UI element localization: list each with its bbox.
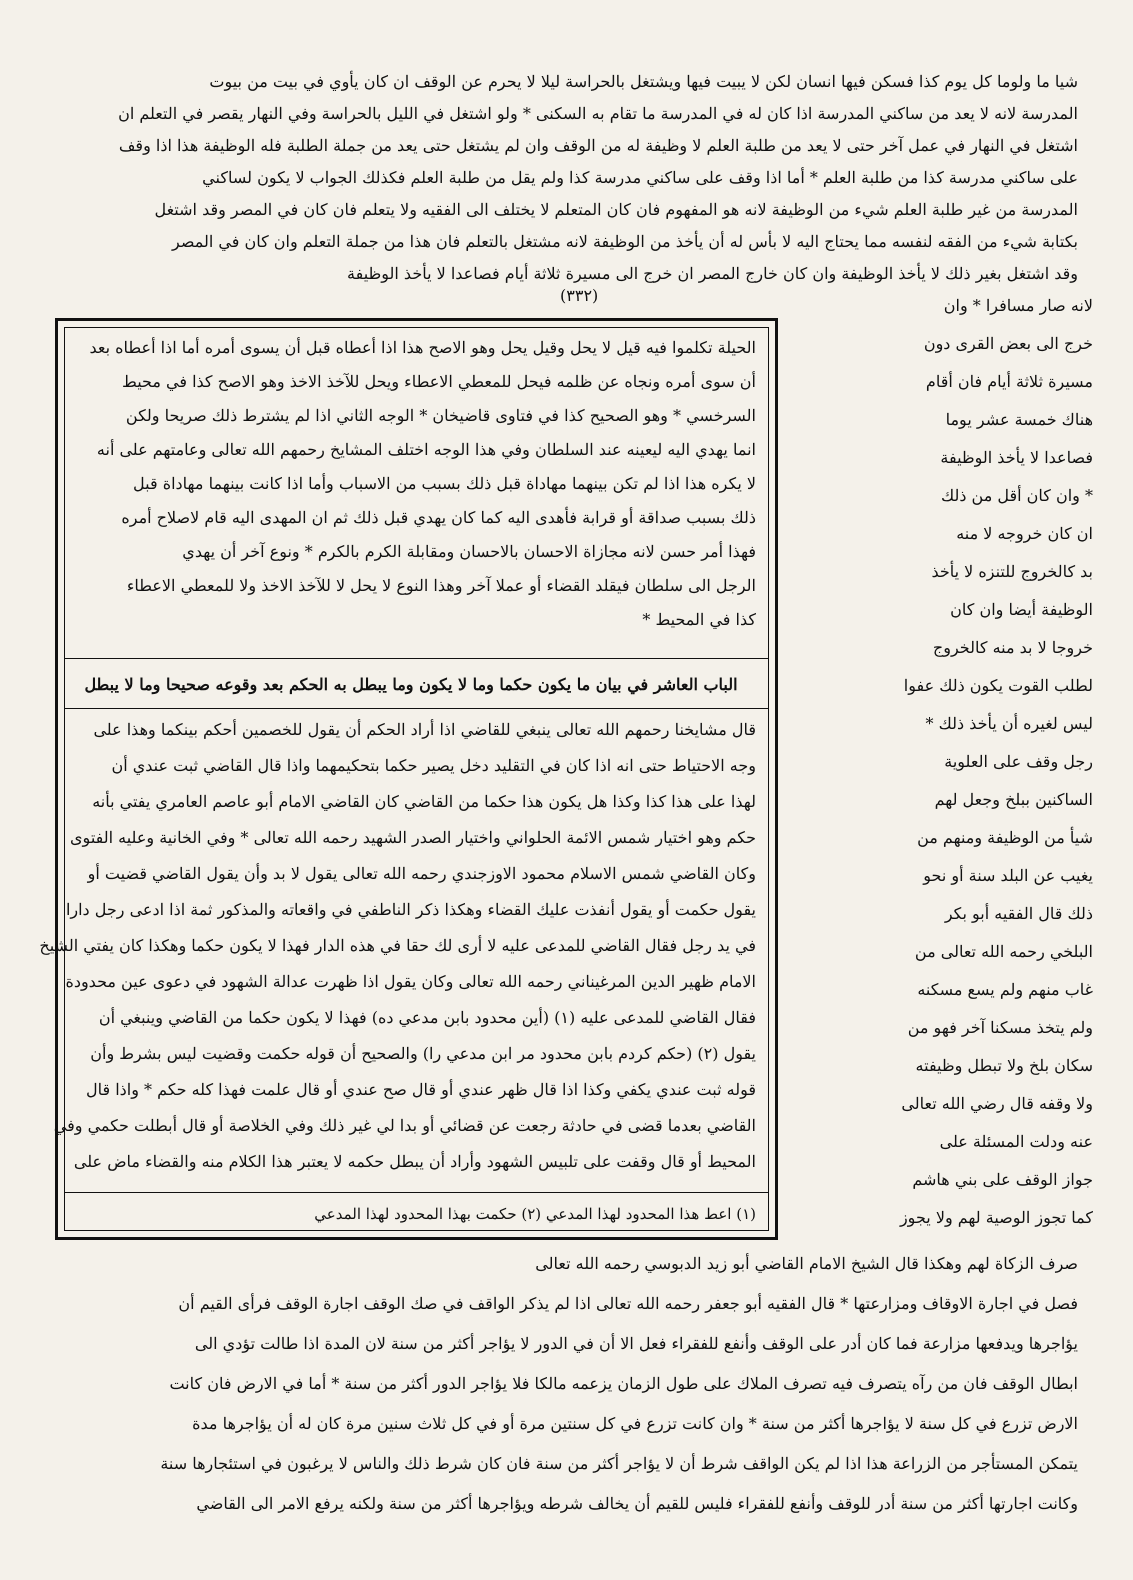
margin-line: ليس لغيره أن يأخذ ذلك *	[925, 714, 1093, 733]
chapter-line: يقول (٢) (حكم كردم بابن محدود مر ابن مدعي را) والصحيح أن قوله حكمت وقضيت ليس بشرط وأن	[90, 1044, 756, 1063]
divider	[65, 708, 768, 709]
chapter-line: قوله ثبت عندي يكفي وكذا اذا قال ظهر عندي أو قال صح عندي أو قال علمت فهذا كله حكم * واذا قال	[85, 1080, 756, 1099]
top-line-6: بكتابة شيء من الفقه لنفسه مما يحتاج اليه لا بأس له أن يأخذ من الوظيفة لانه مشتغل بالتعلم فان هذا من جملة التعلم وان كان في المصر	[172, 232, 1078, 251]
margin-line: سكان بلخ ولا تبطل وظيفته	[915, 1056, 1093, 1075]
margin-line: مسيرة ثلاثة أيام فان أقام	[925, 372, 1093, 391]
chapter-line: لهذا على هذا كذا وكذا هل يكون هذا حكما من القاضي كان القاضي الامام أبو عاصم العامري يفتي بأنه	[92, 792, 756, 811]
page-number: (٣٣٢)	[560, 286, 599, 305]
margin-line: ان كان خروجه لا منه	[956, 524, 1093, 543]
chapter-line: المحيط أو قال وقفت على تلبيس الشهود وأراد أن يبطل حكمه لا يعتبر هذا الكلام منه والقضاء ماض على	[73, 1152, 756, 1171]
margin-line: عنه ودلت المسئلة على	[939, 1132, 1093, 1151]
margin-line: خرج الى بعض القرى دون	[923, 334, 1093, 353]
chapter-line: وكان القاضي شمس الاسلام محمود الاوزجندي رحمه الله تعالى يقول لا بد وأن يقول القاضي قضيت أو	[87, 864, 756, 883]
margin-line: البلخي رحمه الله تعالى من	[914, 942, 1093, 961]
chapter-line: القاضي بعدما قضى في حادثة رجعت عن قضائي أو بدا لي غير ذلك وفي الخلاصة أو قال أبطلت حكمي وفي	[53, 1116, 756, 1135]
margin-line: شيأ من الوظيفة ومنهم من	[917, 828, 1093, 847]
box-line: كذا في المحيط *	[642, 610, 756, 629]
margin-line: رجل وقف على العلوية	[944, 752, 1093, 771]
margin-line: ولا وقفه قال رضي الله تعالى	[901, 1094, 1093, 1113]
top-line-5: المدرسة من غير طلبة العلم شيء من الوظيفة لانه هو المفهوم فان كان المتعلم لا يختلف الى الفقيه ولا يتعلم فان كان في المصر وقد اشتغل	[154, 200, 1078, 219]
bottom-line: وكانت اجارتها أكثر من سنة أدر للوقف وأنفع للفقراء فليس للقيم أن يخالف شرطه ويؤاجرها أكثر من سنة ولكنه يرفع الامر الى القاضي	[196, 1494, 1078, 1513]
margin-line: * وان كان أقل من ذلك	[940, 486, 1093, 505]
margin-line: فصاعدا لا يأخذ الوظيفة	[940, 448, 1093, 467]
box-line: ذلك بسبب صداقة أو قرابة فأهدى اليه كما كان يهدي قبل ذلك ثم ان المهدى اليه قام لاصلاح أمره	[121, 508, 756, 527]
margin-line: الساكنين ببلخ وجعل لهم	[934, 790, 1093, 809]
bottom-line: الارض تزرع في كل سنة لا يؤاجرها أكثر من سنة * وان كانت تزرع في كل سنتين مرة أو في كل ثلاث سنين مرة كان له أن يؤاجرها مدة	[192, 1414, 1078, 1433]
chapter-line: الامام ظهير الدين المرغيناني رحمه الله تعالى وكان يقول اذا ظهرت عدالة الشهود في دعوى عين محدودة	[65, 972, 756, 991]
chapter-heading: الباب العاشر في بيان ما يكون حكما وما لا يكون وما يبطل به الحكم بعد وقوعه صحيحا وما لا يبطل	[84, 675, 738, 694]
bottom-line: فصل في اجارة الاوقاف ومزارعتها * قال الفقيه أبو جعفر رحمه الله تعالى اذا لم يذكر الواقف في صك الوقف اجارة الوقف فرأى القيم أن	[178, 1294, 1078, 1313]
box-line: لا يكره هذا اذا لم تكن بينهما مهاداة قبل ذلك بسبب من الاسباب وأما اذا كانت بينهما مهاداة قبل	[133, 474, 756, 493]
footnote: (١) اعط هذا المحدود لهذا المدعي (٢) حكمت بهذا المحدود لهذا المدعي	[314, 1205, 756, 1223]
chapter-line: حكم وهو اختيار شمس الائمة الحلواني واختيار الصدر الشهيد رحمه الله تعالى * وفي الخانية وعليه الفتوى	[70, 828, 756, 847]
inner-frame	[39, 327, 769, 1231]
top-line-4: على ساكني مدرسة كذا من طلبة العلم * أما اذا وقف على ساكني مدرسة كذا ولم يقل من طلبة العلم فكذلك الجواب لا يكون لساكني	[202, 168, 1078, 187]
chapter-line: وجه الاحتياط حتى انه اذا كان في التقليد دخل يصير حكما بتحكيمهما واذا قال القاضي ثبت عندي أن	[111, 756, 756, 775]
box-line: الرجل الى سلطان فيقلد القضاء أو عملا آخر وهذا النوع لا يحل لا للآخذ الاخذ ولا للمعطي الاعطاء	[126, 576, 756, 595]
margin-line: لطلب القوت يكون ذلك عفوا	[903, 676, 1093, 695]
margin-line: جواز الوقف على بني هاشم	[912, 1170, 1093, 1189]
bottom-line: يؤاجرها ويدفعها مزارعة فما كان أدر على الوقف وأنفع للفقراء فعل الا أن في الدور لا يؤاجر أكثر من سنة لان المدة اذا طالت تؤدي الى	[194, 1334, 1078, 1353]
margin-line: ذلك قال الفقيه أبو بكر	[944, 904, 1093, 923]
margin-line: ولم يتخذ مسكنا آخر فهو من	[907, 1018, 1093, 1037]
chapter-line: في يد رجل فقال القاضي للمدعى عليه لا أرى لك حقا في هذه الدار فهذا لا يكون حكما وهكذا كان يفتي الشيخ	[39, 936, 756, 955]
margin-line: بد كالخروج للتنزه لا يأخذ	[931, 562, 1093, 581]
margin-line: خروجا لا بد منه كالخروج	[932, 638, 1093, 657]
bottom-line: ابطال الوقف فان من رآه يتصرف فيه تصرف الملاك على طول الزمان يزعمه مالكا فلا يؤاجر الدور أكثر من سنة * أما في الارض فان كانت	[169, 1374, 1078, 1393]
box-line: السرخسي * وهو الصحيح كذا في فتاوى قاضيخان * الوجه الثاني اذا لم يشترط ذلك صريحا ولكن	[125, 406, 756, 425]
footnote-divider	[65, 1192, 768, 1193]
chapter-line: يقول حكمت أو يقول أنفذت عليك القضاء وهكذا ذكر الناطفي في واقعاته والمذكور ثمة اذا ادعى رجل دارا	[65, 900, 756, 919]
bottom-line: يتمكن المستأجر من الزراعة هذا اذا لم يكن الواقف شرط أن لا يؤاجر أكثر من سنة فان كان شرط ذلك والناس لا يرغبون في استئجارها سنة	[160, 1454, 1078, 1473]
top-line-2: المدرسة لانه لا يعد من ساكني المدرسة اذا كان له في المدرسة ما تقام به السكنى * ولو اشتغل في الليل بالحراسة وفي النهار يقصر في التعلم ان	[118, 104, 1078, 123]
box-line: فهذا أمر حسن لانه مجازاة الاحسان بالاحسان ومقابلة الكرم بالكرم * ونوع آخر أن يهدي	[182, 542, 756, 561]
box-line: انما يهدي اليه ليعينه عند السلطان وفي هذا الوجه اختلف المشايخ رحمهم الله تعالى وعامتهم على أنه	[96, 440, 756, 459]
margin-line: يغيب عن البلد سنة أو نحو	[923, 866, 1093, 885]
chapter-line: قال مشايخنا رحمهم الله تعالى ينبغي للقاضي اذا أراد الحكم أن يقول للخصمين أحكم بينكما وهذا على	[93, 720, 756, 739]
box-line: الحيلة تكلموا فيه قيل لا يحل وقيل يحل وهو الاصح هذا اذا أعطاه قبل أن يسوى أمره أما اذا أعطاه بعد	[89, 338, 756, 357]
box-line: أن سوى أمره ونجاه عن ظلمه فيحل للمعطي الاعطاء ويحل للآخذ الاخذ وهو الاصح كذا في محيط	[122, 372, 756, 391]
framed-text-box	[39, 318, 778, 1240]
margin-line: كما تجوز الوصية لهم ولا يجوز	[899, 1208, 1093, 1227]
bottom-line: صرف الزكاة لهم وهكذا قال الشيخ الامام القاضي أبو زيد الدبوسي رحمه الله تعالى	[535, 1254, 1078, 1273]
margin-line: غاب منهم ولم يسع مسكنه	[917, 980, 1093, 999]
top-line-1: شيا ما ولوما كل يوم كذا فسكن فيها انسان لكن لا يبيت فيها ويشتغل بالحراسة ليلا لا يحرم عن الوقف ان كان يأوي في بيت من بيوت	[209, 72, 1078, 91]
chapter-line: فقال القاضي للمدعى عليه (١) (أين محدود بابن مدعي ده) فهذا لا يكون حكما من القاضي وينبغي أن	[98, 1008, 756, 1027]
top-line-3: اشتغل في النهار في عمل آخر حتى لا يعد من طلبة العلم لا وظيفة له من الوقف وان لم يشتغل حتى يعد من جملة الطلبة فله الوظيفة هذا اذا وقف	[118, 136, 1078, 155]
divider	[65, 658, 768, 659]
margin-line: لانه صار مسافرا * وان	[943, 296, 1093, 315]
margin-line: الوظيفة أيضا وان كان	[950, 600, 1093, 619]
margin-line: هناك خمسة عشر يوما	[945, 410, 1093, 429]
top-line-7: وقد اشتغل بغير ذلك لا يأخذ الوظيفة وان كان خارج المصر ان خرج الى مسيرة ثلاثة أيام فصاعدا لا يأخذ الوظيفة	[347, 264, 1078, 283]
